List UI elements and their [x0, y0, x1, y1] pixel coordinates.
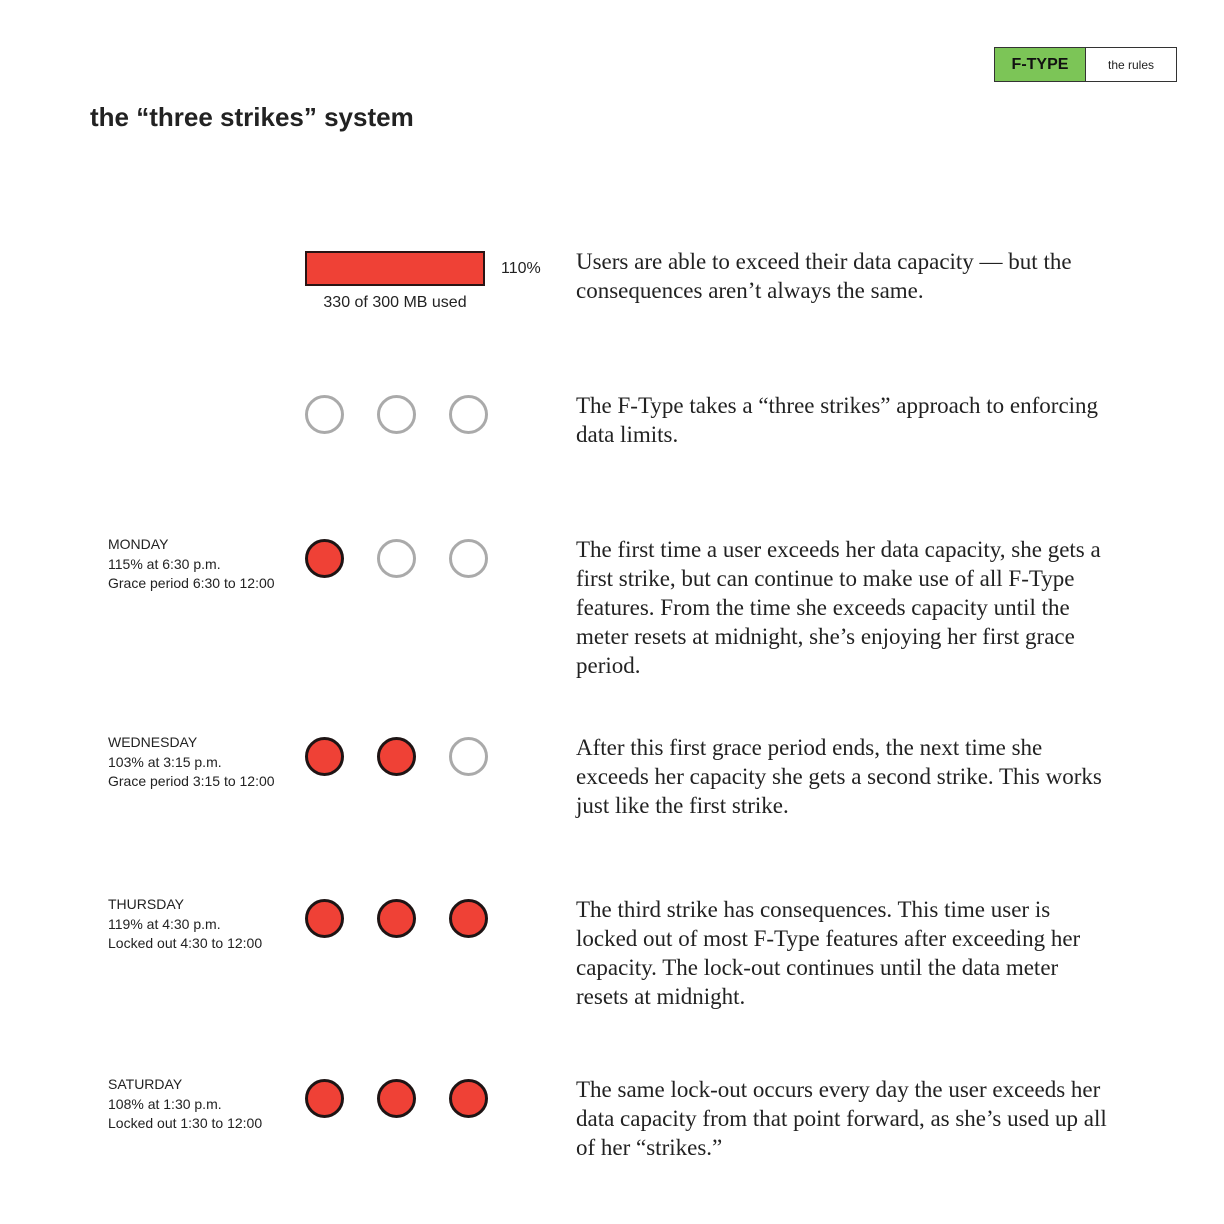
day-status: Grace period 6:30 to 12:00: [108, 575, 275, 591]
row-description: The F-Type takes a “three strikes” approach to enforcing data limits.: [576, 393, 1099, 447]
row-description: The first time a user exceeds her data capacity, she gets a first strike, but can continue to make use of all F-Type features. From the time she exceeds capacity until the meter resets at midnight, she’s enjoying her first grace period.: [576, 537, 1101, 678]
strike-empty-icon: [377, 395, 416, 434]
day-day: MONDAY: [108, 536, 169, 552]
data-meter-bar: [305, 251, 485, 286]
day-usage: 115% at 6:30 p.m.: [108, 555, 221, 572]
day-day: THURSDAY: [108, 896, 184, 912]
strike-filled-icon: [377, 737, 416, 776]
strike-filled-icon: [377, 899, 416, 938]
strike-filled-icon: [449, 899, 488, 938]
strike-empty-icon: [377, 539, 416, 578]
row-description: The third strike has consequences. This time user is locked out of most F-Type features after exceeding her capacity. The lock-out continues until the data meter resets at midnight.: [576, 897, 1081, 1009]
day-usage: 108% at 1:30 p.m.: [108, 1095, 222, 1112]
data-meter-fill: [307, 253, 483, 284]
nav-tab-the-rules[interactable]: the rules: [1086, 48, 1176, 81]
day-day: SATURDAY: [108, 1076, 183, 1092]
row-description: The same lock-out occurs every day the user exceeds her data capacity from that point forward, as she’s used up all of her “strikes.”: [576, 1077, 1107, 1160]
meter-percent: 110%: [501, 260, 541, 277]
day-status: Grace period 3:15 to 12:00: [108, 773, 275, 789]
row-description: After this first grace period ends, the next time she exceeds her capacity she gets a second strike. This works just like the first strike.: [576, 735, 1102, 818]
strike-filled-icon: [449, 1079, 488, 1118]
nav-tab-f-type[interactable]: F-TYPE: [995, 48, 1086, 81]
day-status: Locked out 1:30 to 12:00: [108, 1115, 263, 1131]
strike-filled-icon: [305, 1079, 344, 1118]
intro-text: Users are able to exceed their data capacity — but the consequences aren’t always the same.: [576, 249, 1072, 303]
day-label: [108, 733, 275, 792]
strike-empty-icon: [449, 395, 488, 434]
strike-empty-icon: [305, 395, 344, 434]
day-status: Locked out 4:30 to 12:00: [108, 935, 263, 951]
strike-filled-icon: [305, 539, 344, 578]
strike-filled-icon: [377, 1079, 416, 1118]
strike-filled-icon: [305, 737, 344, 776]
day-label: [108, 535, 275, 594]
strike-empty-icon: [449, 539, 488, 578]
top-nav: [994, 47, 1177, 82]
day-label: [108, 1075, 262, 1134]
meter-used-label: 330 of 300 MB used: [323, 294, 467, 311]
day-usage: 103% at 3:15 p.m.: [108, 753, 222, 770]
day-usage: 119% at 4:30 p.m.: [108, 915, 221, 932]
day-label: [108, 895, 262, 954]
strike-empty-icon: [449, 737, 488, 776]
day-day: WEDNESDAY: [108, 734, 198, 750]
strike-filled-icon: [305, 899, 344, 938]
page-title: the “three strikes” system: [90, 102, 414, 132]
